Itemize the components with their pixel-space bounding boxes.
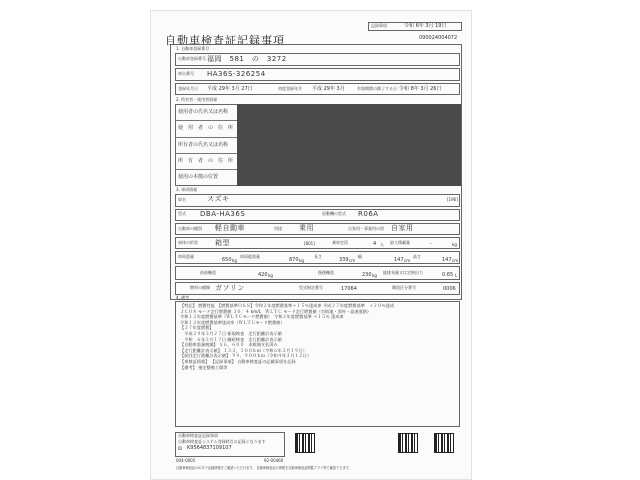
displacement-unit: L <box>455 273 458 278</box>
remark-line: 平成２９年３月２７日 新規検査 走行距離計表示値 <box>180 330 282 336</box>
business-type-value: 自家用 <box>391 224 414 232</box>
remark-line: 【特記】 燃費性能 【燃費基準ＯＳＳ】令和２年度燃費基準＋１５％達成車 平成２７年度燃費基準 ＋２０％達成 <box>180 303 395 308</box>
engine-model-label: 原動機の型式 <box>322 211 346 216</box>
length-unit: cm <box>349 258 356 263</box>
initial-registration-value: 平成 29年 3月 <box>312 86 345 92</box>
model-label: 型式 <box>178 211 186 216</box>
document-title: 自動車検査証記録事項 <box>165 34 285 47</box>
maker-label: 車名 <box>178 197 186 202</box>
section-2-header: 2. 所有者・使用者情報 <box>176 97 218 102</box>
stamp-label: 記録事項 <box>371 23 387 28</box>
vehicle-weight-label: 車両重量 <box>178 254 194 259</box>
height-label: 高さ <box>413 254 421 259</box>
model-value: DBA-HA36S <box>200 210 246 218</box>
remark-line: 令和 ６年３月１７日 継続検査 走行距離計表示値 <box>180 336 282 342</box>
height-unit: cm <box>452 258 459 263</box>
registration-value: 福岡 581 の 3272 <box>207 55 287 63</box>
footer-box-label: 自動車検査証記録事項 <box>178 433 218 438</box>
first-registration-label: 登録年月日 <box>178 86 198 91</box>
footer-id-label: ID <box>178 446 183 451</box>
engine-model-value: R06A <box>358 210 379 218</box>
total-weight-value: 870 <box>289 257 299 263</box>
divider <box>175 153 237 154</box>
remark-line: 【備考】 指定整備工場等 <box>180 364 228 370</box>
category-label: 類別区分番号 <box>392 285 416 290</box>
use-value: 乗用 <box>299 224 314 232</box>
vehicle-weight-value: 650 <box>222 257 232 263</box>
redaction-block <box>237 104 461 186</box>
divider <box>175 169 237 170</box>
front-axle-value: 420 <box>258 272 268 278</box>
chassis-value: HA36S-326254 <box>207 70 266 78</box>
total-weight-unit: kg <box>299 258 304 263</box>
user-name-label: 使用者の氏名又は名称 <box>178 109 229 115</box>
registration-label: 自動車登録番号 <box>178 56 206 61</box>
rear-axle-value: 230 <box>362 272 372 278</box>
maker-value: スズキ <box>207 195 230 203</box>
max-load-value: - <box>430 241 432 247</box>
displacement-label: 総排気量又は定格出力 <box>383 270 423 275</box>
initial-registration-label: 初度登録年月 <box>278 86 302 91</box>
length-label: 長さ <box>314 254 322 259</box>
capacity-value: 4 <box>373 241 377 247</box>
owner-name-label: 所有者の氏名又は名称 <box>178 142 229 148</box>
capacity-label: 乗車定員 <box>332 240 348 245</box>
divider <box>175 137 237 138</box>
width-label: 幅 <box>358 254 362 259</box>
remark-line: 【前回走行距離計表示値】 ９９，９００ｋｍ（令和４年３月１２日） <box>180 353 312 359</box>
remark-line: 【車検証情報】 【記録事項】 自動車検査証の記載事項を記録 <box>180 358 296 364</box>
remark-line: 【自動車重量税額】 ￥６，６００ 本税額支払済み <box>180 342 278 348</box>
remark-line: 【走行距離計表示値】 １３３，５００ｋｍ（令和６年３月１９日） <box>180 347 307 353</box>
front-axle-unit: kg <box>268 273 273 278</box>
height-value: 147 <box>442 257 452 263</box>
footer-code-right: 92-00460 <box>264 458 284 463</box>
displacement-value: 0.65 <box>442 272 454 278</box>
section-1-header: 1. 自動車登録番号 <box>176 46 210 51</box>
expiry-value: 令和 8年 3月 26日 <box>399 86 442 92</box>
qr-code-3 <box>434 433 454 453</box>
body-shape-code: [801] <box>304 241 315 246</box>
width-value: 147 <box>394 257 404 263</box>
remark-line: 令和１２年度燃費基準（ＷＬＴＣモード燃費値） 令和２年度燃費基準 ＋１５％ 達成車 <box>180 314 344 320</box>
front-axle-label: 前前軸重 <box>200 270 216 275</box>
section-4-header: 4. 備考 <box>176 295 190 300</box>
max-load-label: 最大積載量 <box>390 240 410 245</box>
rear-axle-label: 後後軸重 <box>318 270 334 275</box>
remark-line: 令和１２年度燃費基準達成率（ＷＬＴＣモード燃費値） <box>180 319 285 325</box>
vehicle-kind-label: 自動車の種別 <box>178 226 202 231</box>
remark-line: 【２７年度燃費】 <box>180 325 214 331</box>
user-address-label: 使 用 者 の 住 所 <box>178 125 234 131</box>
qr-code-1 <box>295 433 315 453</box>
stamp-date: 令和 6年 3月 19日 <box>404 23 447 29</box>
divider <box>175 120 237 121</box>
footer-note: 自動車検査証のICタグ記録情報をご確認いただけます。 自動車検査証の情報を自動車検査証閲覧アプリ等で確認できます。 <box>176 466 352 470</box>
footer-code-left: 004-0005 <box>176 458 196 463</box>
body-shape-value: 箱型 <box>215 239 230 247</box>
width-unit: cm <box>404 258 411 263</box>
length-value: 339 <box>339 257 349 263</box>
first-registration-value: 平成 29年 3月 27日 <box>207 86 253 92</box>
use-label: 用途 <box>274 226 282 231</box>
category-value: 0006 <box>443 286 456 292</box>
fuel-label: 燃料の種類 <box>190 285 210 290</box>
chassis-label: 車台番号 <box>178 71 194 76</box>
type-designation-label: 型式指定番号 <box>299 285 323 290</box>
rear-axle-unit: kg <box>372 273 377 278</box>
remarks-text <box>180 303 394 370</box>
vehicle-kind-value: 軽自動車 <box>215 224 245 232</box>
base-location-label: 使用の本拠の位置 <box>178 174 219 180</box>
qr-code-2 <box>398 433 418 453</box>
footer-id-value: K9564837109107 <box>187 445 232 451</box>
remark-line: ＪＣ０８ モード走行燃費値 ３０．４ km/L ＷＬＴＣ モード走行燃費値（市街地・郊外・高速道路） <box>180 308 372 314</box>
document-number: 090024004072 <box>419 35 458 41</box>
type-designation-value: 17064 <box>341 286 357 292</box>
total-weight-label: 車両総重量 <box>240 254 260 259</box>
owner-address-label: 所 有 者 の 住 所 <box>178 158 234 164</box>
max-load-unit: kg <box>452 242 457 247</box>
expiry-label: 有効期間の満了する日 <box>357 86 397 91</box>
capacity-unit: 人 <box>380 242 384 247</box>
weight-unit: kg <box>232 258 237 263</box>
fuel-value: ガソリン <box>215 284 245 292</box>
body-shape-label: 車体の形状 <box>178 240 198 245</box>
maker-code: [196] <box>447 197 458 202</box>
business-type-label: 自家用・事業用の別 <box>348 226 384 231</box>
footer-system-text: 自動車検査証システム登録時点の記録となります <box>178 439 266 444</box>
section-3-header: 3. 車両情報 <box>176 187 198 192</box>
